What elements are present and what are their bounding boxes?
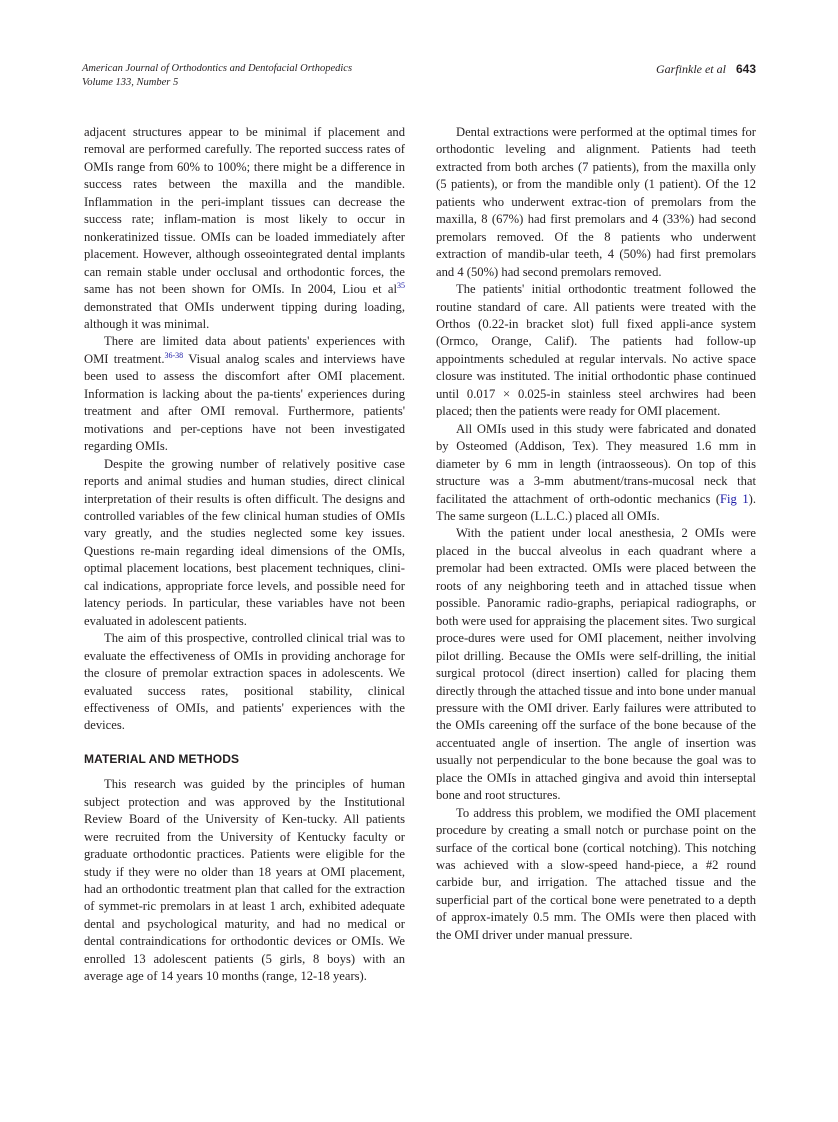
citation-link[interactable]: 36-38 xyxy=(164,350,184,360)
paragraph: To address this problem, we modified the OMI placement procedure by creating a small notch or purchase point on the surface of the cortical bone (cortical notching). This notching was achieved with a slow-speed hand-piece, a #2 round carbide bur, and irrigation. The attached tissue and the superficial part of the cortical bone were penetrated to a depth of approx-imately 0.5 mm. The OMIs were then placed with the OMI driver under manual pressure. xyxy=(436,805,756,942)
paragraph: The patients' initial orthodontic treatment followed the routine standard of care. All patients were treated with the Orthos (0.22-in bracket slot) full fixed appli-ance system (Ormco, Orange, Calif). The patients had follow-up appointments scheduled at regular intervals. No active space closure was instituted. The initial orthodontic phase continued until 0.017 × 0.025-in stainless steel archwires had been placed; then the patients were ready for OMI placement. xyxy=(436,282,756,419)
page-number: 643 xyxy=(735,62,756,76)
paragraph: Dental extractions were performed at the optimal times for orthodontic leveling and alignment. Patients had teeth extracted from both arches (7 patients), from the maxilla only (5 patients), or from the mandible only (1 patient). Of the 12 patients who underwent extrac-tion of premolars from the maxilla, 8 (67%) had first premolars and 4 (33%) had second premolars removed. Of the 8 patients who underwent extraction of mandib-ular teeth, 4 (50%) had first premolars and 4 (50%) had second premolars removed. xyxy=(436,125,756,279)
paragraph xyxy=(84,124,405,333)
paragraph-text: All OMIs used in this study were fabricated and donated by Osteomed (Addison, Tex). They measured 1.6 mm in diameter by 6 mm in length (intraosseous). On top of this structure was a 3-mm abutment/trans-mucosal neck that facilitated the attachment of orth-odontic mechanics ( xyxy=(436,421,756,506)
paragraph xyxy=(84,333,405,455)
paragraph: This research was guided by the principles of human subject protection and was approved by the Institutional Review Board of the University of Ken-tucky. All patients were recruited from the University of Kentucky faculty or graduate orthodontic practices. Patients were eligible for the study if they were no older than 18 years at OMI placement, had an orthodontic treatment plan that called for the extraction of symmet-ric premolars in at least 1 arch, exhibited adequate dental and psychological maturity, and had no medical or dental contraindications for orthodontic devices or OMIs. We enrolled 13 adolescent patients (5 girls, 8 boys) with an average age of 14 years 10 months (range, 12-18 years). xyxy=(84,777,405,984)
left-column xyxy=(84,124,405,986)
citation-link[interactable]: 35 xyxy=(397,281,405,291)
page-info xyxy=(656,62,756,76)
journal-title: American Journal of Orthodontics and Dentofacial Orthopedics xyxy=(82,63,353,74)
paragraph-text: There are limited data about patients' experiences with OMI treatment. xyxy=(84,334,405,366)
paragraph-text: adjacent structures appear to be minimal if placement and removal are performed carefully. The reported success rates of OMIs range from 60% to 100%; there might be a difference in success rates between the maxilla and the mandible. Inflammation in the peri-implant tissues can decrease the success rate; inflam-mation is most likely to occur in nonkeratinized tissue. OMIs can be loaded immediately after placement. However, although osseointegrated dental implants can remain stable under occlusal and orthodontic forces, the same has not been shown for OMIs. In 2004, Liou et al xyxy=(84,125,405,297)
paragraph: Despite the growing number of relatively positive case reports and animal studies and human studies, direct clinical interpretation of their results is often difficult. The designs and controlled variables of the few clinical human studies of OMIs vary greatly, and the studies neglected some key issues. Questions re-main regarding ideal dimensions of the OMIs, optimal placement locations, best placement techniques, clini-cal indications, appropriate force levels, and possible need for latency periods. In particular, these variables have not been evaluated in adolescent patients. xyxy=(84,456,405,628)
author-running-head: Garfinkle et al xyxy=(655,62,726,76)
section-heading: MATERIAL AND METHODS xyxy=(84,751,240,766)
paragraph: The aim of this prospective, controlled clinical trial was to evaluate the effectiveness of OMIs in providing anchorage for the closure of premolar extraction spaces in adolescents. We evaluated success rates, positional stability, clinical effectiveness of OMIs, and patients' experiences with the devices. xyxy=(84,631,405,733)
paragraph-text: ). The same surgeon (L.L.C.) placed all OMIs. xyxy=(436,491,756,523)
journal-info xyxy=(82,62,352,90)
paragraph-text: Visual analog scales and interviews have been used to assess the discomfort after OMI placement. Information is lacking about the pa-tients' experiences during treatment and after OMI removal. Furthermore, patients' motivations and per-ceptions have not been investigated regarding OMIs. xyxy=(84,351,405,454)
right-column xyxy=(436,124,756,944)
paragraph xyxy=(436,421,756,526)
running-header xyxy=(82,62,756,96)
journal-volume: Volume 133, Number 5 xyxy=(82,77,179,88)
paragraph: With the patient under local anesthesia, 2 OMIs were placed in the buccal alveolus in each quadrant where a premolar had been extracted. OMIs were placed between the roots of any neighboring teeth and in attached tissue when possible. Panoramic radio-graphs, periapical radiographs, or both were used for appraising the placement sites. Two surgical proce-dures were used for OMI placement, neither involving pilot drilling. Because the OMIs were self-drilling, the initial surgical protocol (direct insertion) called for placing them directly through the attached tissue and into bone under manual pressure with the OMI driver. Early failures were attributed to the OMIs careening off the surface of the bone because of the accentuated angle of insertion. The angle of insertion was usually not perpendicular to the bone because the goal was to place the OMIs in attached gingiva and avoid thin interseptal bone and root structures. xyxy=(436,526,756,803)
paragraph-text: demonstrated that OMIs underwent tipping during loading, although it was minimal. xyxy=(84,299,405,331)
figure-link[interactable]: Fig 1 xyxy=(720,491,749,506)
